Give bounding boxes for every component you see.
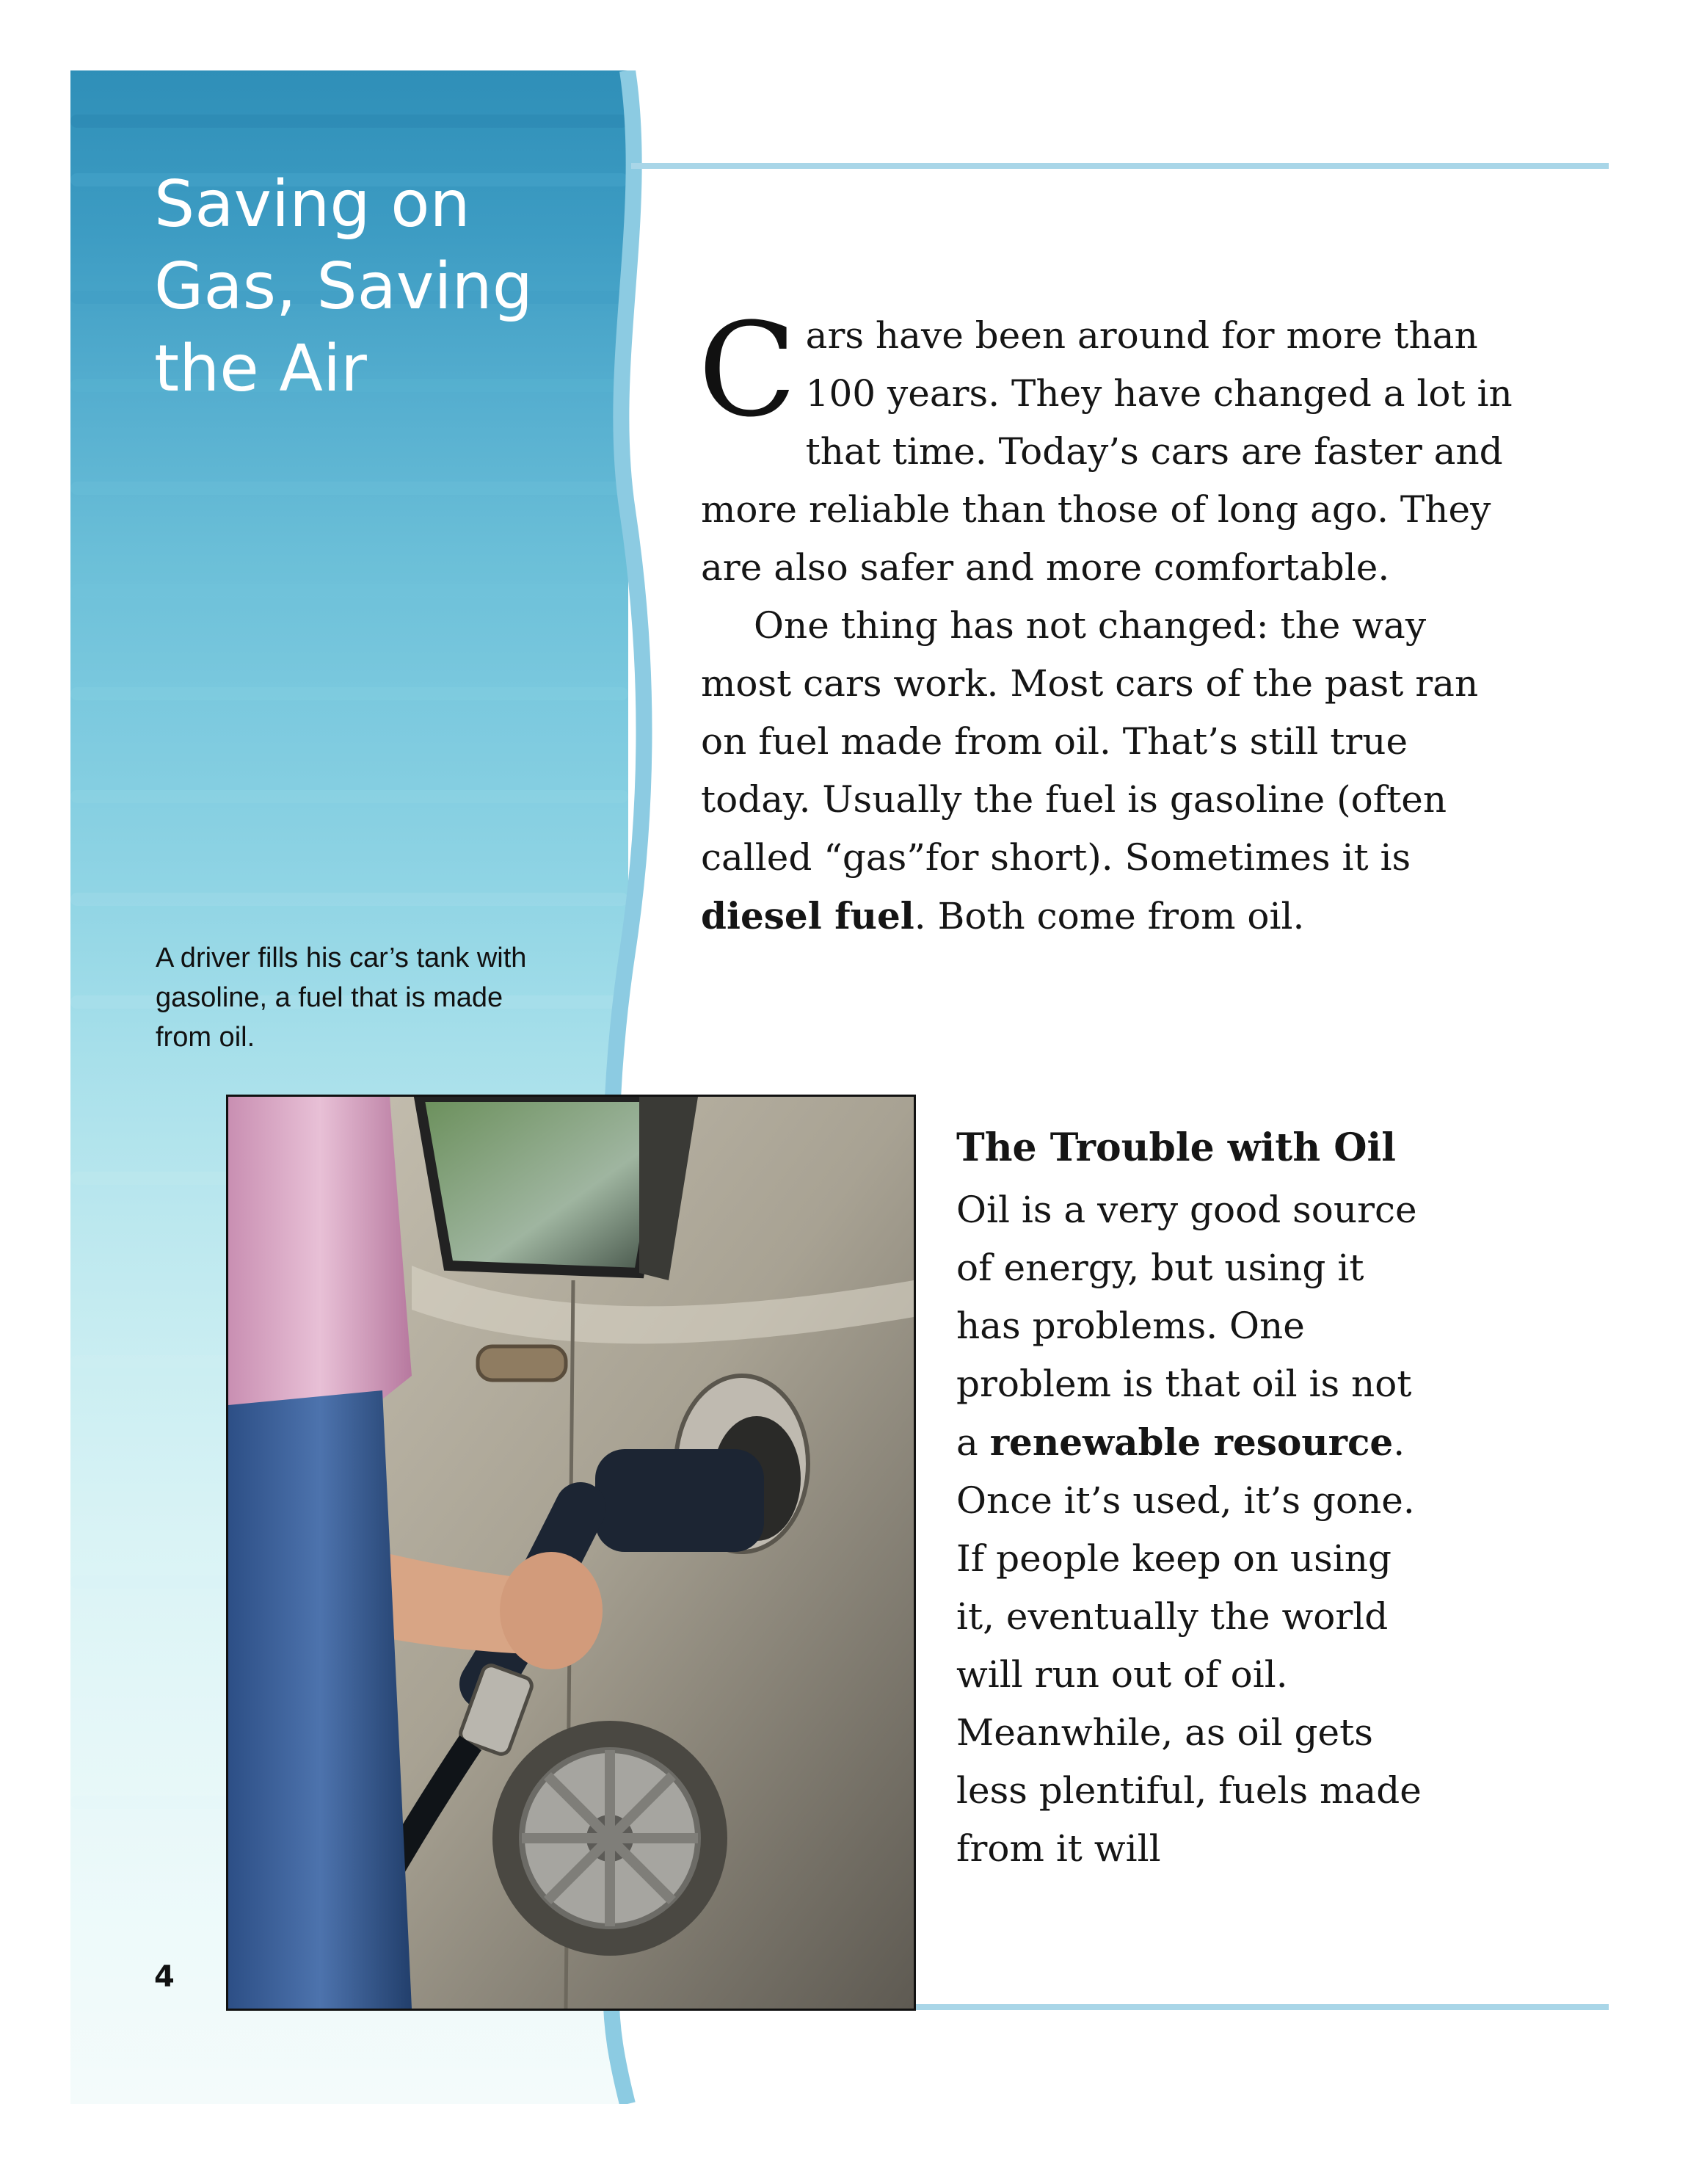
intro-paragraph-2-text: One thing has not changed: the way most cars work. Most cars of the past ran on fuel made from oil. That’s still true today. Usually the fuel is gasoline (often called “gas”for short). Sometimes it is (701, 604, 1479, 879)
section-heading: The Trouble with Oil (956, 1125, 1397, 1170)
page-title: Saving on Gas, Saving the Air (154, 167, 533, 406)
bottom-rule (916, 2004, 1609, 2010)
section-paragraph-end: . Once it’s used, it’s gone. If people keep on using it, eventually the world will run out of oil. Meanwhile, as oil gets less plentiful, fuels made from it will (956, 1421, 1422, 1870)
section-paragraph-text: Oil is a very good source of energy, but using it has problems. One problem is that oil is not a (956, 1189, 1417, 1464)
trouble-with-oil-section (956, 1120, 1426, 1878)
drop-cap: C (698, 295, 797, 446)
intro-paragraph-2-end: . Both come from oil. (914, 895, 1305, 937)
intro-paragraph-1-text: ars have been around for more than 100 years. They have changed a lot in that time. Today’s cars are faster and more reliable than those of long ago. They are also safer and more comfortable. (701, 314, 1513, 589)
photo-caption: A driver fills his car’s tank with gasoline, a fuel that is made from oil. (156, 943, 527, 1053)
intro-text (698, 295, 1516, 946)
gas-pump-photo (226, 1095, 916, 2011)
section-paragraph (956, 1181, 1426, 1878)
intro-paragraph-1 (698, 295, 1516, 597)
intro-paragraph-2 (701, 597, 1516, 946)
top-rule (631, 163, 1609, 169)
glossary-term-renewable-resource: renewable resource (989, 1421, 1394, 1464)
page-number: 4 (154, 1960, 175, 1994)
glossary-term-diesel-fuel: diesel fuel (701, 894, 914, 937)
